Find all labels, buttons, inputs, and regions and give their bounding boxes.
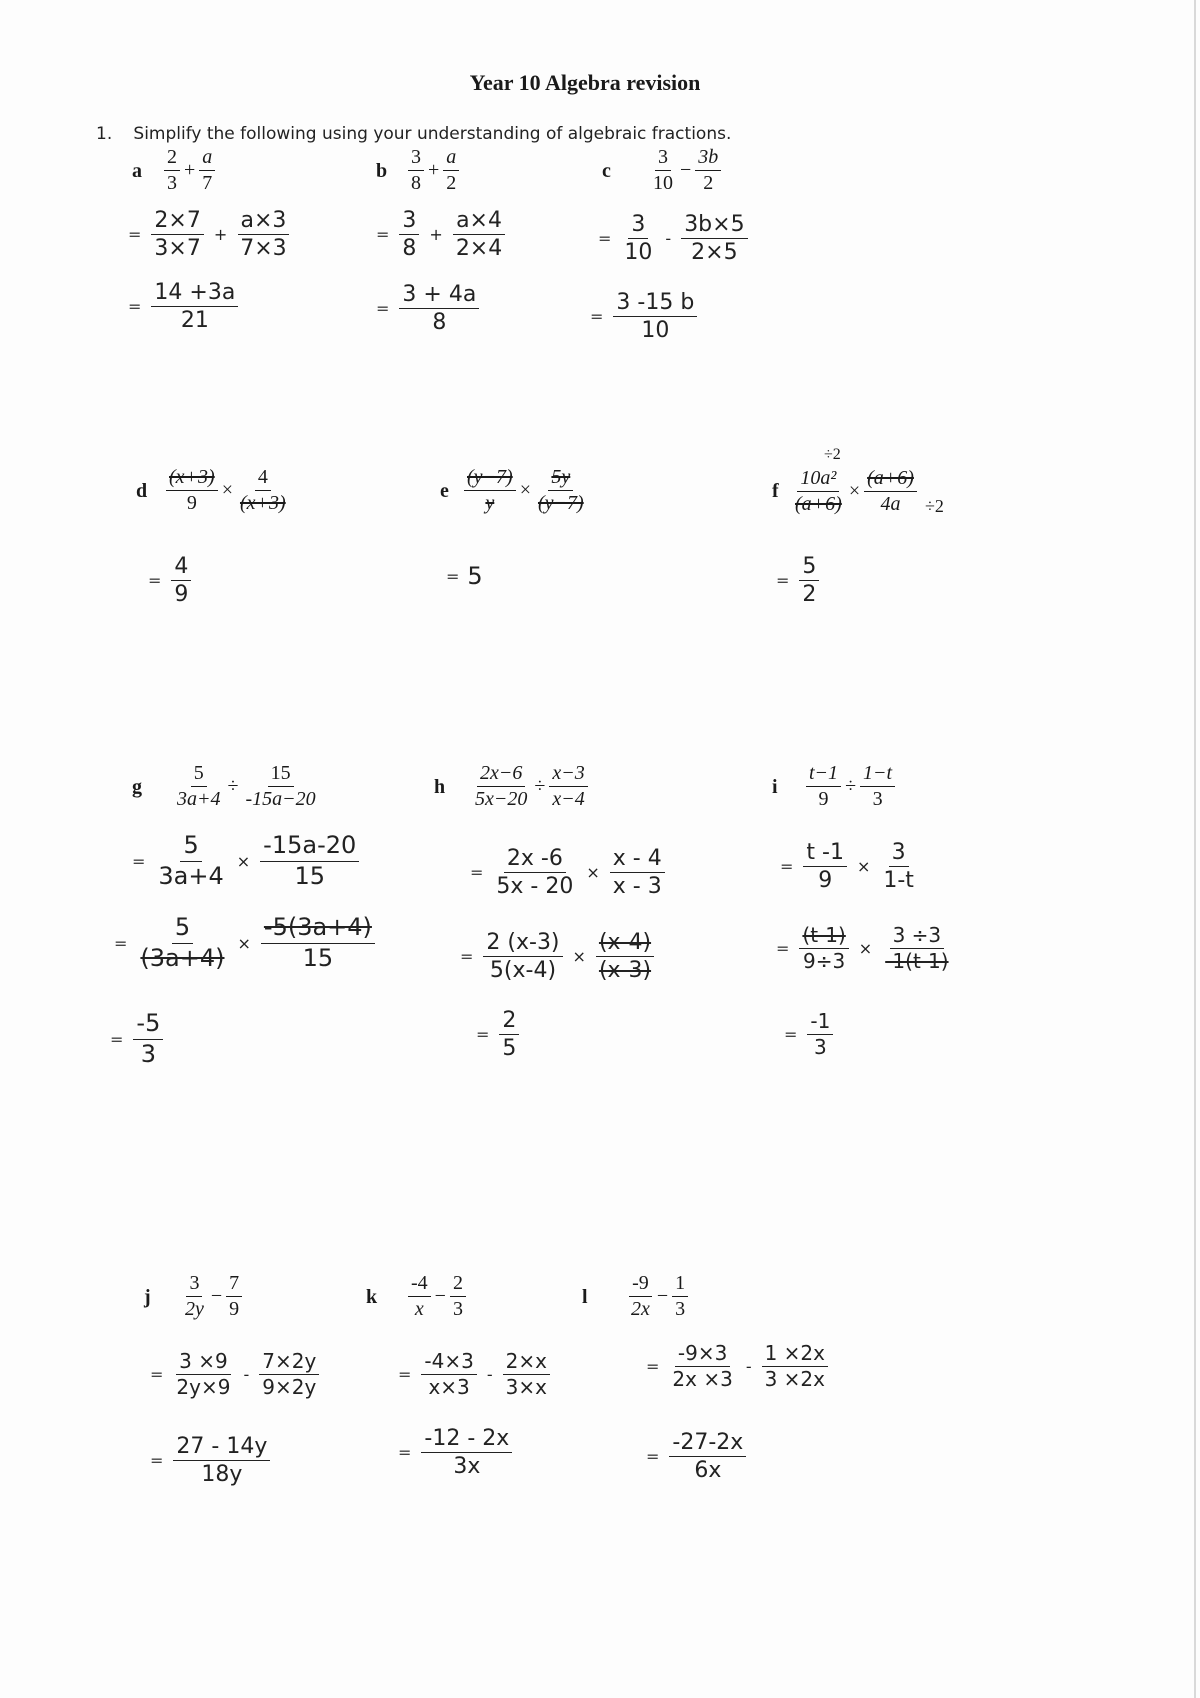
- numerator: 14 +3a: [151, 280, 238, 307]
- numerator: -5: [133, 1010, 163, 1040]
- numerator: 3: [628, 212, 648, 239]
- operator: −: [434, 1285, 446, 1307]
- denominator: 10: [641, 318, 670, 344]
- operator: +: [184, 159, 196, 181]
- denominator: x - 3: [612, 874, 662, 900]
- operator: +: [213, 225, 228, 245]
- equals-sign: =: [646, 1357, 660, 1376]
- equals-sign: =: [148, 571, 162, 591]
- equals-sign: =: [776, 939, 790, 958]
- numerator: 7: [226, 1272, 242, 1297]
- numerator: 4: [255, 466, 271, 491]
- denominator: 5(x-4): [489, 958, 557, 984]
- cancel-note: ÷2: [824, 446, 841, 463]
- working-k-step2: [398, 1426, 514, 1480]
- numerator: 7×2y: [259, 1350, 319, 1375]
- equals-sign: =: [780, 857, 794, 877]
- operator: -: [745, 1357, 752, 1376]
- problem-letter: k: [366, 1286, 378, 1308]
- equals-sign: =: [598, 229, 612, 249]
- cancel-note: ÷2: [924, 496, 944, 516]
- denominator: 3: [675, 1298, 686, 1320]
- denominator: 2×4: [455, 236, 503, 262]
- denominator: (y−7): [537, 492, 584, 514]
- operator: -: [243, 1365, 250, 1384]
- equals-sign: =: [476, 1025, 490, 1045]
- denominator: x×3: [428, 1375, 470, 1399]
- answer: 5: [467, 562, 483, 590]
- denominator: 21: [180, 308, 209, 334]
- equals-sign: =: [776, 571, 790, 591]
- numerator: (a+6): [864, 467, 917, 492]
- denominator: 3a+4: [158, 861, 224, 890]
- numerator: (x-4): [596, 930, 654, 957]
- operator: ×: [858, 939, 873, 958]
- denominator: 9÷3: [802, 949, 846, 973]
- numerator: 15: [268, 762, 294, 787]
- page-edge: [1194, 0, 1196, 1698]
- denominator: 7×3: [240, 236, 287, 262]
- denominator: 3: [814, 1035, 827, 1059]
- problem-expression: [790, 466, 944, 517]
- denominator: 3: [872, 788, 883, 810]
- numerator: -9×3: [675, 1342, 730, 1367]
- numerator: -27-2x: [669, 1430, 746, 1457]
- denominator: 5x−20: [475, 788, 528, 810]
- numerator: x−3: [549, 762, 587, 787]
- numerator: 3 -15 b: [613, 290, 697, 317]
- numerator: 10a²: [797, 467, 839, 492]
- denominator: 8: [432, 310, 447, 336]
- problem-expression: [406, 146, 461, 195]
- denominator: -1(t-1): [885, 949, 949, 973]
- numerator: 5y: [548, 466, 573, 491]
- working-d-step1: [148, 554, 193, 608]
- numerator: 2: [450, 1272, 466, 1297]
- problem-letter: h: [434, 776, 446, 798]
- denominator: 3×x: [505, 1375, 547, 1399]
- operator: ×: [848, 480, 861, 502]
- problem-letter: i: [772, 776, 778, 798]
- numerator: (x+3): [166, 466, 218, 491]
- problem-expression: [180, 1272, 244, 1321]
- problem-letter: l: [582, 1286, 588, 1308]
- working-f-step1: [776, 554, 821, 608]
- operator: ×: [236, 851, 251, 871]
- working-j-step1: [150, 1350, 321, 1399]
- equals-sign: =: [646, 1447, 660, 1467]
- problem-expression: [648, 146, 723, 195]
- denominator: 2: [703, 172, 714, 194]
- working-k-step1: [398, 1350, 552, 1399]
- denominator: -15a−20: [245, 788, 316, 810]
- denominator: 9: [818, 788, 829, 810]
- numerator: -4×3: [421, 1350, 476, 1375]
- denominator: (3a+4): [140, 943, 225, 972]
- problem-expression: [462, 466, 589, 515]
- denominator: 3×7: [154, 236, 201, 262]
- numerator: 3b×5: [681, 212, 747, 239]
- problem-letter: f: [772, 480, 779, 502]
- problem-letter: e: [440, 480, 449, 502]
- numerator: 3 + 4a: [399, 282, 479, 309]
- denominator: 9×2y: [262, 1375, 317, 1399]
- working-c-step2: [590, 290, 699, 344]
- denominator: (x-3): [598, 958, 652, 984]
- numerator: 3: [889, 840, 909, 867]
- numerator: 2: [164, 146, 180, 171]
- denominator: 1-t: [883, 868, 914, 894]
- working-b-step2: [376, 282, 481, 336]
- working-h-step1: [470, 846, 667, 900]
- problem-expression: [164, 466, 291, 515]
- numerator: 1−t: [860, 762, 895, 787]
- numerator: 2 (x-3): [483, 930, 562, 957]
- question-number: 1.: [96, 124, 113, 144]
- numerator: 2×7: [151, 208, 203, 235]
- denominator: 18y: [201, 1462, 243, 1488]
- numerator: a×4: [453, 208, 505, 235]
- working-e-step1: [446, 562, 483, 590]
- problem-letter: c: [602, 160, 611, 182]
- operator: ÷: [534, 775, 546, 797]
- problem-expression: [626, 1272, 690, 1321]
- numerator: (y−7): [464, 466, 516, 491]
- operator: ×: [586, 863, 600, 883]
- problem-letter: d: [136, 480, 148, 502]
- denominator: 2y×9: [176, 1375, 231, 1399]
- numerator: 3 ÷3: [890, 924, 945, 949]
- numerator: t -1: [803, 840, 847, 867]
- numerator: 3 ×9: [176, 1350, 231, 1375]
- denominator: 5: [502, 1036, 517, 1062]
- equals-sign: =: [114, 933, 128, 953]
- equals-sign: =: [376, 225, 390, 245]
- numerator: a×3: [238, 208, 290, 235]
- denominator: 6x: [694, 1458, 722, 1484]
- denominator: y: [485, 492, 495, 514]
- numerator: 2: [499, 1008, 519, 1035]
- numerator: (t-1): [799, 924, 848, 949]
- equals-sign: =: [376, 299, 390, 319]
- equals-sign: =: [470, 863, 484, 883]
- numerator: 3: [399, 208, 419, 235]
- denominator: 2y: [185, 1298, 204, 1320]
- page-title: Year 10 Algebra revision: [469, 70, 701, 95]
- working-i-step1: [780, 840, 919, 894]
- equals-sign: =: [128, 225, 142, 245]
- problem-letter: g: [132, 776, 142, 798]
- denominator: 2: [802, 582, 817, 608]
- equals-sign: =: [150, 1365, 164, 1384]
- problem-letter: j: [144, 1286, 151, 1308]
- equals-sign: =: [398, 1365, 412, 1384]
- working-l-step2: [646, 1430, 748, 1484]
- equals-sign: =: [132, 851, 146, 871]
- operator: ×: [221, 479, 233, 501]
- denominator: 9: [186, 492, 197, 514]
- denominator: 9: [174, 582, 189, 608]
- denominator: (x+3): [239, 492, 286, 514]
- working-l-step1: [646, 1342, 830, 1391]
- denominator: 15: [302, 943, 334, 972]
- numerator: a: [199, 146, 215, 171]
- numerator: 3: [186, 1272, 202, 1297]
- numerator: -12 - 2x: [421, 1426, 512, 1453]
- numerator: 5: [180, 832, 201, 862]
- operator: ×: [237, 933, 251, 953]
- numerator: t−1: [806, 762, 841, 787]
- working-j-step2: [150, 1434, 272, 1488]
- operator: -: [665, 229, 672, 249]
- numerator: 3: [408, 146, 424, 171]
- problem-expression: [470, 762, 590, 811]
- operator: ÷: [845, 775, 857, 797]
- operator: −: [656, 1285, 669, 1307]
- working-a-step1: [128, 208, 292, 262]
- numerator: 5: [191, 762, 207, 787]
- numerator: 27 - 14y: [173, 1434, 270, 1461]
- equals-sign: =: [784, 1025, 798, 1044]
- working-h-step3: [476, 1008, 521, 1062]
- question-text: Simplify the following using your understanding of algebraic fractions.: [133, 124, 732, 144]
- numerator: 2x -6: [504, 846, 566, 873]
- numerator: x - 4: [610, 846, 665, 873]
- operator: +: [428, 159, 440, 181]
- operator: −: [680, 159, 692, 181]
- numerator: -5(3a+4): [261, 914, 375, 944]
- numerator: 4: [171, 554, 191, 581]
- working-g-step2: [114, 914, 377, 972]
- denominator: 10: [653, 172, 673, 194]
- equals-sign: =: [446, 566, 460, 586]
- operator: ×: [856, 857, 871, 877]
- problem-expression: [162, 146, 217, 195]
- numerator: 3b: [695, 146, 721, 171]
- numerator: a: [443, 146, 459, 171]
- denominator: 8: [411, 172, 421, 194]
- denominator: x−4: [552, 788, 585, 810]
- denominator: 9: [818, 868, 833, 894]
- denominator: 4a: [880, 493, 901, 515]
- numerator: 1: [672, 1272, 688, 1297]
- equals-sign: =: [128, 297, 142, 317]
- numerator: 2x−6: [477, 762, 525, 787]
- problem-expression: [172, 762, 321, 811]
- denominator: 3: [452, 1298, 463, 1320]
- operator: ×: [519, 479, 531, 501]
- operator: -: [486, 1365, 493, 1384]
- denominator: (a+6): [795, 493, 842, 515]
- operator: ×: [572, 947, 586, 967]
- working-a-step2: [128, 280, 240, 334]
- operator: ÷: [227, 775, 239, 797]
- equals-sign: =: [460, 947, 474, 967]
- numerator: 3: [655, 146, 671, 171]
- denominator: 7: [202, 172, 213, 194]
- question-prompt: [96, 124, 731, 144]
- working-i-step3: [784, 1010, 835, 1059]
- denominator: 3a+4: [177, 788, 221, 810]
- numerator: -1: [807, 1010, 833, 1035]
- denominator: 3: [167, 172, 177, 194]
- numerator: -9: [629, 1272, 652, 1297]
- denominator: 3 ×2x: [764, 1367, 825, 1391]
- denominator: 2×5: [691, 240, 738, 266]
- working-h-step2: [460, 930, 656, 984]
- problem-letter: b: [376, 160, 388, 182]
- working-g-step3: [110, 1010, 165, 1068]
- denominator: 3: [140, 1039, 157, 1068]
- working-g-step1: [132, 832, 361, 890]
- working-i-step2: [776, 924, 954, 973]
- numerator: 5: [172, 914, 193, 944]
- numerator: -15a-20: [260, 832, 359, 862]
- problem-expression: [406, 1272, 468, 1321]
- equals-sign: =: [150, 1451, 164, 1471]
- denominator: 2x: [631, 1298, 650, 1320]
- working-b-step1: [376, 208, 507, 262]
- equals-sign: =: [590, 307, 604, 327]
- denominator: 15: [294, 861, 325, 890]
- operator: +: [429, 225, 443, 245]
- working-c-step1: [598, 212, 750, 266]
- denominator: 5x - 20: [496, 874, 574, 900]
- numerator: 2×x: [503, 1350, 550, 1375]
- equals-sign: =: [398, 1443, 412, 1463]
- denominator: 10: [624, 240, 653, 266]
- denominator: 2x ×3: [672, 1367, 733, 1391]
- denominator: 2: [446, 172, 457, 194]
- denominator: x: [414, 1298, 424, 1320]
- denominator: 3x: [453, 1454, 481, 1480]
- numerator: -4: [408, 1272, 431, 1297]
- problem-expression: [804, 762, 897, 811]
- denominator: 9: [229, 1298, 240, 1320]
- denominator: 8: [402, 236, 417, 262]
- problem-letter: a: [132, 160, 142, 182]
- numerator: 1 ×2x: [762, 1342, 828, 1367]
- numerator: 5: [799, 554, 819, 581]
- equals-sign: =: [110, 1029, 124, 1049]
- operator: −: [210, 1285, 223, 1307]
